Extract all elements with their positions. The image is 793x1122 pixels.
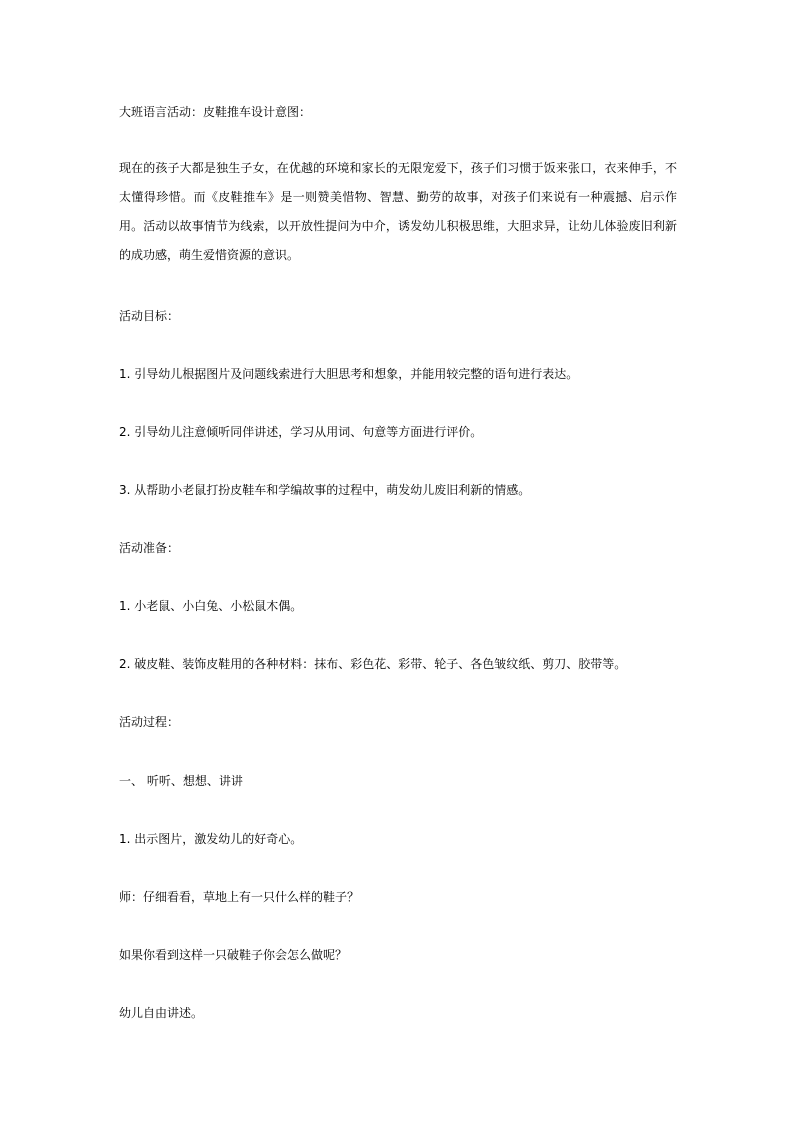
- goals-heading: 活动目标：: [119, 309, 180, 323]
- process-section-1: 一、 听听、想想、讲讲: [119, 774, 243, 788]
- preparation-item-2: 2. 破皮鞋、装饰皮鞋用的各种材料：抹布、彩色花、彩带、轮子、各色皱纹纸、剪刀、胶带等。: [119, 657, 627, 671]
- goal-item-1: 1. 引导幼儿根据图片及问题线索进行大胆思考和想象，并能用较完整的语句进行表达。: [119, 367, 579, 381]
- document-title: 大班语言活动：皮鞋推车设计意图：: [119, 105, 312, 119]
- teacher-line: 师：仔细看看，草地上有一只什么样的鞋子？: [119, 890, 360, 904]
- question-line: 如果你看到这样一只破鞋子你会怎么做呢？: [119, 948, 348, 962]
- design-intent-paragraph: 现在的孩子大都是独生子女，在优越的环境和家长的无限宠爱下，孩子们习惯于饭来张口，衣来伸手，不太懂得珍惜。而《皮鞋推车》是一则赞美惜物、智慧、勤劳的故事，对孩子们来说有一种震撼、启示作用。活动以故事情节为线索，以开放性提问为中介，诱发幼儿积极思维，大胆求异，让幼儿体验废旧利新的成功感，萌生爱惜资源的意识。: [119, 161, 677, 262]
- children-line: 幼儿自由讲述。: [119, 1006, 204, 1020]
- process-heading: 活动过程：: [119, 715, 180, 729]
- preparation-item-1: 1. 小老鼠、小白兔、小松鼠木偶。: [119, 599, 303, 613]
- preparation-heading: 活动准备：: [119, 541, 180, 555]
- goal-item-2: 2. 引导幼儿注意倾听同伴讲述，学习从用词、句意等方面进行评价。: [119, 425, 483, 439]
- process-step-1: 1. 出示图片，激发幼儿的好奇心。: [119, 832, 303, 846]
- goal-item-3: 3. 从帮助小老鼠打扮皮鞋车和学编故事的过程中，萌发幼儿废旧利新的情感。: [119, 483, 531, 497]
